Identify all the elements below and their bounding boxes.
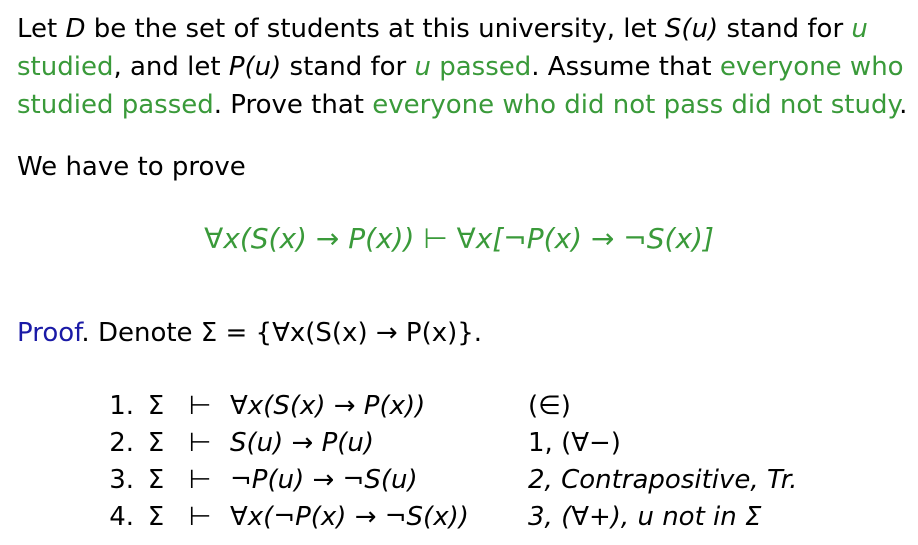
proof-denote: . Denote Σ = {∀x(S(x) → P(x)}.: [81, 318, 483, 348]
proof-step: 4. Σ ⊢ ∀x(¬P(x) → ¬S(x)) 3, (∀+), u not in Σ: [109, 502, 762, 532]
intro-line-1: Let D be the set of students at this university, let S(u) stand for u: [17, 14, 868, 44]
intro-line-2: studied, and let P(u) stand for u passed. Assume that everyone who: [17, 52, 904, 82]
main-formula: ∀x(S(x) → P(x)) ⊢ ∀x[¬P(x) → ¬S(x)]: [204, 222, 714, 255]
proof-steps: [98, 388, 805, 536]
proof-step: 1. Σ ⊢ ∀x(S(x) → P(x)) (∈): [109, 391, 571, 421]
intro-line-3: studied passed. Prove that everyone who did not pass did not study.: [17, 90, 908, 120]
proof-header: [17, 318, 482, 348]
proof-step: 3. Σ ⊢ ¬P(u) → ¬S(u) 2, Contrapositive, Tr.: [109, 465, 798, 495]
proof-step: 2. Σ ⊢ S(u) → P(u) 1, (∀−): [109, 428, 621, 458]
proof-label: Proof: [17, 318, 82, 348]
we-have-to-prove: We have to prove: [17, 152, 246, 182]
